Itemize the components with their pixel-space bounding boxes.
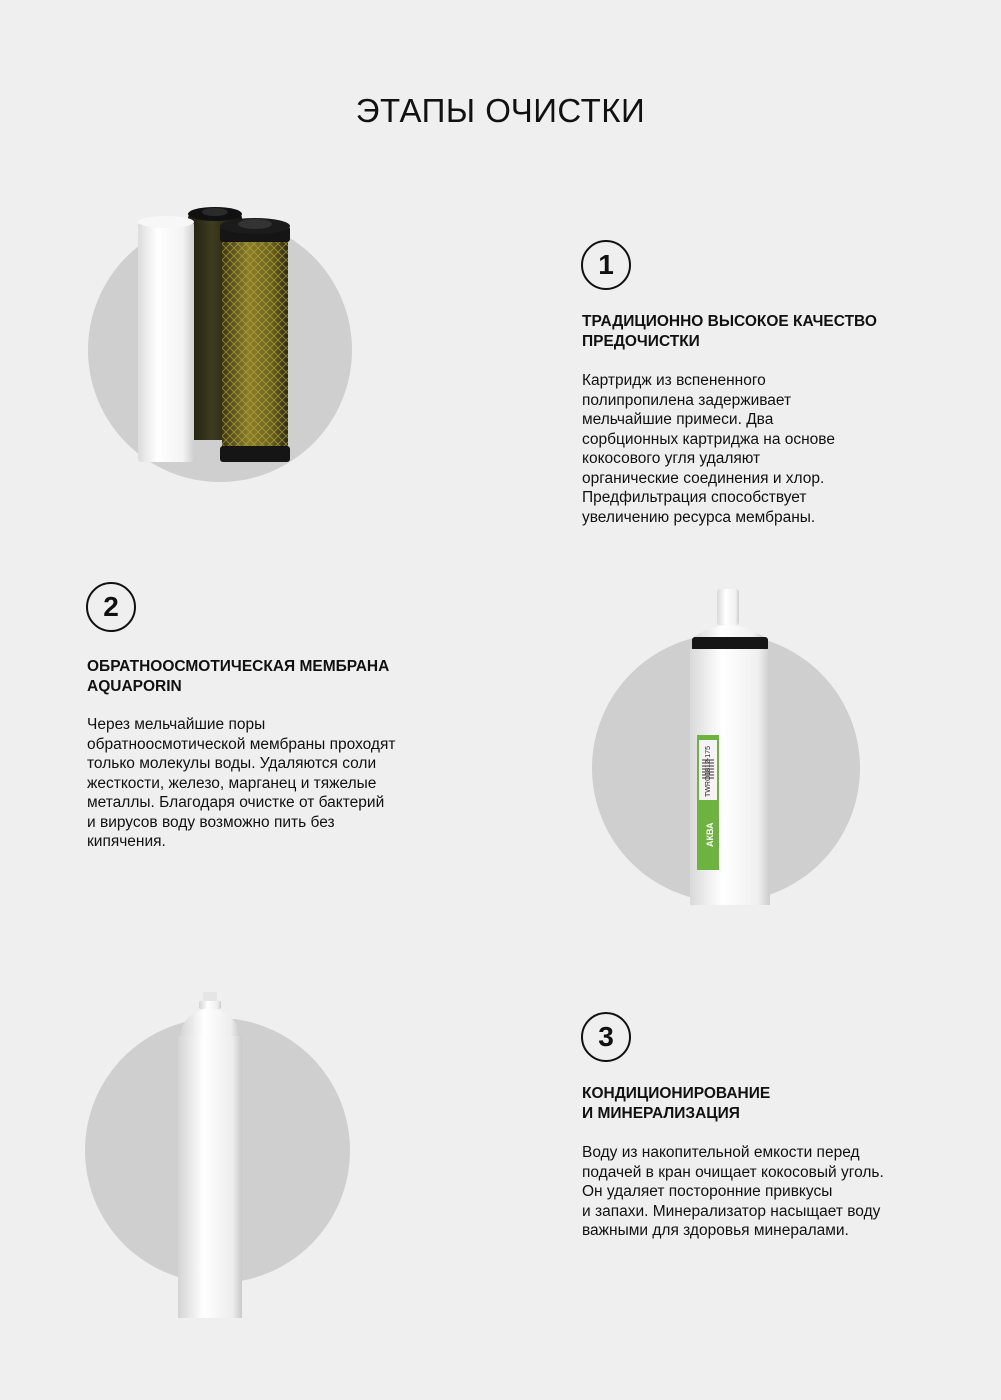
step-2-heading: ОБРАТНООСМОТИЧЕСКАЯ МЕМБРАНА AQUAPORIN: [87, 658, 390, 695]
post-filter-image: [170, 988, 250, 1318]
step-1-heading: ТРАДИЦИОННО ВЫСОКОЕ КАЧЕСТВО ПРЕДОЧИСТКИ: [582, 313, 877, 350]
membrane-model-label: TWRO1812-175: [705, 746, 712, 797]
step-2-number-badge: 2: [86, 582, 136, 632]
step-3-heading: КОНДИЦИОНИРОВАНИЕ И МИНЕРАЛИЗАЦИЯ: [582, 1085, 771, 1122]
membrane-brand-label: АКВА: [705, 822, 715, 847]
page-title: ЭТАПЫ ОЧИСТКИ: [355, 92, 646, 129]
step-3-description: Воду из накопительной емкости перед подачей в кран очищает кокосовый уголь. Он удаляет посторонние привкусы и запахи. Минерализатор насыщает воду важными для здоровья минералами.: [582, 1144, 884, 1239]
ro-membrane-image: [680, 585, 780, 905]
step-1-number-badge: 1: [581, 240, 631, 290]
step-3-number-badge: 3: [581, 1012, 631, 1062]
prefilter-cartridges-image: [130, 200, 310, 470]
step-1-description: Картридж из вспененного полипропилена задерживает мельчайшие примеси. Два сорбционных картриджа на основе кокосового угля удаляют органические соединения и хлор. Предфильтрация способствует увеличению ресурса мембраны.: [582, 372, 835, 526]
step-2-description: Через мельчайшие поры обратноосмотической мембраны проходят только молекулы воды. Удаляются соли жесткости, железо, марганец и тяжелые металлы. Благодаря очистке от бактерий и вирусов воду возможно пить без кипячения.: [87, 716, 396, 850]
